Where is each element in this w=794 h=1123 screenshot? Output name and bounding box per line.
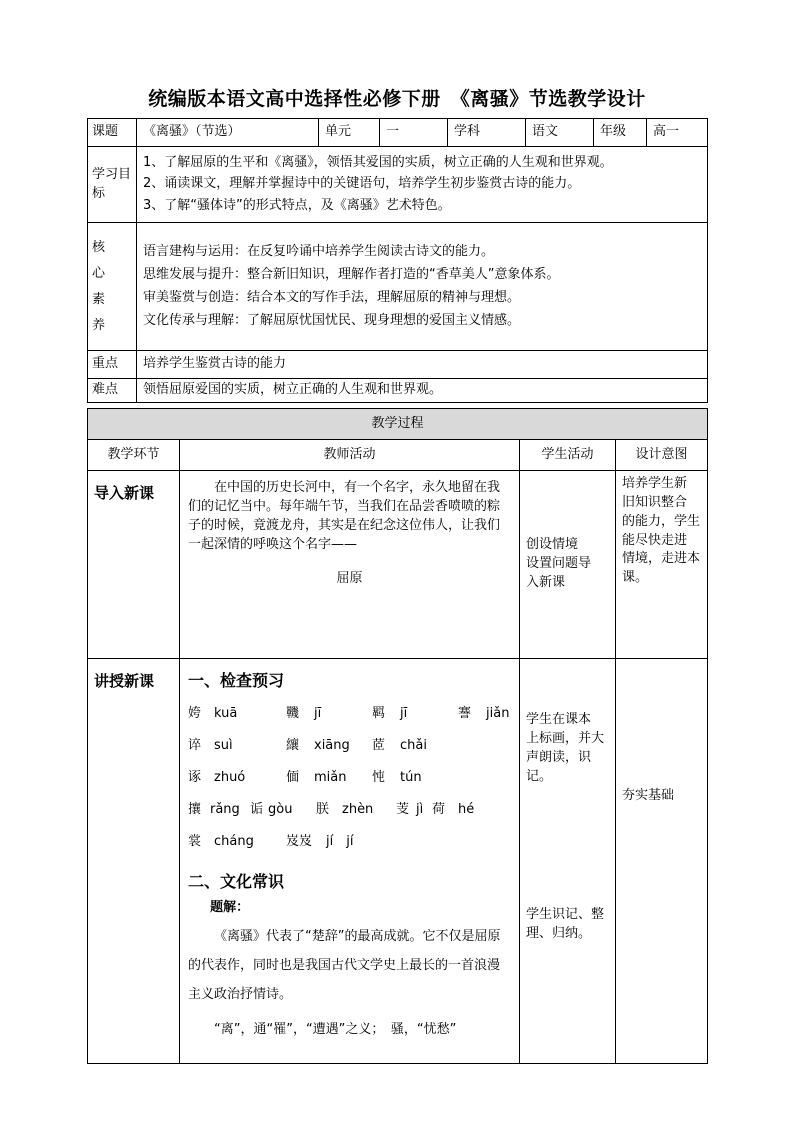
pinyin-row: 攘 rǎng 诟 gòu 朕 zhèn 芰 jì 荷 hé <box>188 801 475 817</box>
page-title: 统编版本语文高中选择性必修下册 《离骚》节选教学设计 <box>148 88 646 110</box>
col-student: 学生活动 <box>520 440 616 471</box>
goal-item: 3、了解“骚体诗”的形式特点，及《离骚》艺术特色。 <box>143 197 451 213</box>
col-stage: 教学环节 <box>88 440 180 471</box>
process-header: 教学过程 <box>88 409 708 440</box>
intro-student: 创设情境 设置问题导 入新课 <box>520 471 616 659</box>
core-item: 思维发展与提升：整合新旧知识，理解作者打造的“香草美人”意象体系。 <box>143 266 560 282</box>
stage-intro: 导入新课 <box>88 471 180 659</box>
col-intent: 设计意图 <box>616 440 708 471</box>
grade-value: 高一 <box>647 119 708 147</box>
pinyin-row: 姱 kuā 鞿 jī 羁 jī 謇 jiǎn <box>188 705 510 721</box>
lecture-student: 学生在课本 上标画，并大 声朗读，识记。 学生识记、整 理、归纳。 <box>520 659 616 1064</box>
lecture-teacher <box>180 659 520 1064</box>
difficulty-value: 领悟屈原爱国的实质，树立正确的人生观和世界观。 <box>137 379 708 403</box>
pinyin-row: 谇 suì 纕 xiāng 茝 chǎi <box>188 737 427 753</box>
col-teacher: 教师活动 <box>180 440 520 471</box>
core-item: 语言建构与运用：在反复吟诵中培养学生阅读古诗文的能力。 <box>143 243 495 259</box>
subject-value: 语文 <box>526 119 594 147</box>
topic-label: 课题 <box>88 119 137 147</box>
core-label: 核 心 素 养 <box>88 223 137 351</box>
intro-text: 在中国的历史长河中，有一个名字，永久地留在我们的记忆当中。每年端午节，当我们在品尝香喷喷的粽子的时候，竟渡龙舟，其实是在纪念这位伟人，让我们一起深情的呼唤这个名字—— <box>188 480 501 552</box>
section-preview: 一、检查预习 <box>188 671 285 690</box>
pinyin-row: 诼 zhuó 偭 miǎn 忳 tún <box>188 769 422 785</box>
goal-item: 1、了解屈原的生平和《离骚》，领悟其爱国的实质，树立正确的人生观和世界观。 <box>143 155 613 171</box>
grade-label: 年级 <box>594 119 647 147</box>
intro-name: 屈原 <box>336 571 363 587</box>
lecture-paragraph: 《离骚》代表了“楚辞”的最高成就。它不仅是屈原的代表作，同时也是我国古代文学史上最长的一首浪漫主义政治抒情诗。 <box>188 929 501 1003</box>
unit-value: 一 <box>380 119 448 147</box>
goals-list <box>137 147 708 223</box>
core-item: 审美鉴赏与创造：结合本文的写作手法，理解屈原的精神与理想。 <box>143 290 521 305</box>
subject-label: 学科 <box>448 119 526 147</box>
teaching-process-table <box>87 408 708 1064</box>
section-culture: 二、文化常识 <box>188 872 285 892</box>
stage-lecture: 讲授新课 <box>88 659 180 1064</box>
difficulty-label: 难点 <box>88 379 137 403</box>
goals-label: 学习目标 <box>88 147 137 223</box>
topic-value: 《离骚》（节选） <box>137 119 319 147</box>
lecture-intent: 夯实基础 <box>616 659 708 1064</box>
intro-intent: 培养学生新 旧知识整合 的能力，学生 能尽快走进 情境，走进本 课。 <box>616 471 708 659</box>
goal-item: 2、诵读课文，理解并掌握诗中的关键语句，培养学生初步鉴赏古诗的能力。 <box>143 176 581 192</box>
key-label: 重点 <box>88 351 137 379</box>
core-list <box>137 223 708 351</box>
lecture-paragraph: “离”，通“罹”，“遭遇”之义； 骚，“忧愁” <box>214 1022 457 1038</box>
unit-label: 单元 <box>319 119 380 147</box>
pinyin-row: 裳 cháng 岌岌 jí jí <box>188 833 354 849</box>
lesson-info-table <box>87 118 708 403</box>
core-item: 文化传承与理解：了解屈原忧国忧民、现身理想的爱国主义情感。 <box>143 313 521 329</box>
intro-teacher <box>180 471 520 659</box>
subheading-title-explained: 题解： <box>210 900 250 916</box>
key-value: 培养学生鉴赏古诗的能力 <box>137 351 708 379</box>
